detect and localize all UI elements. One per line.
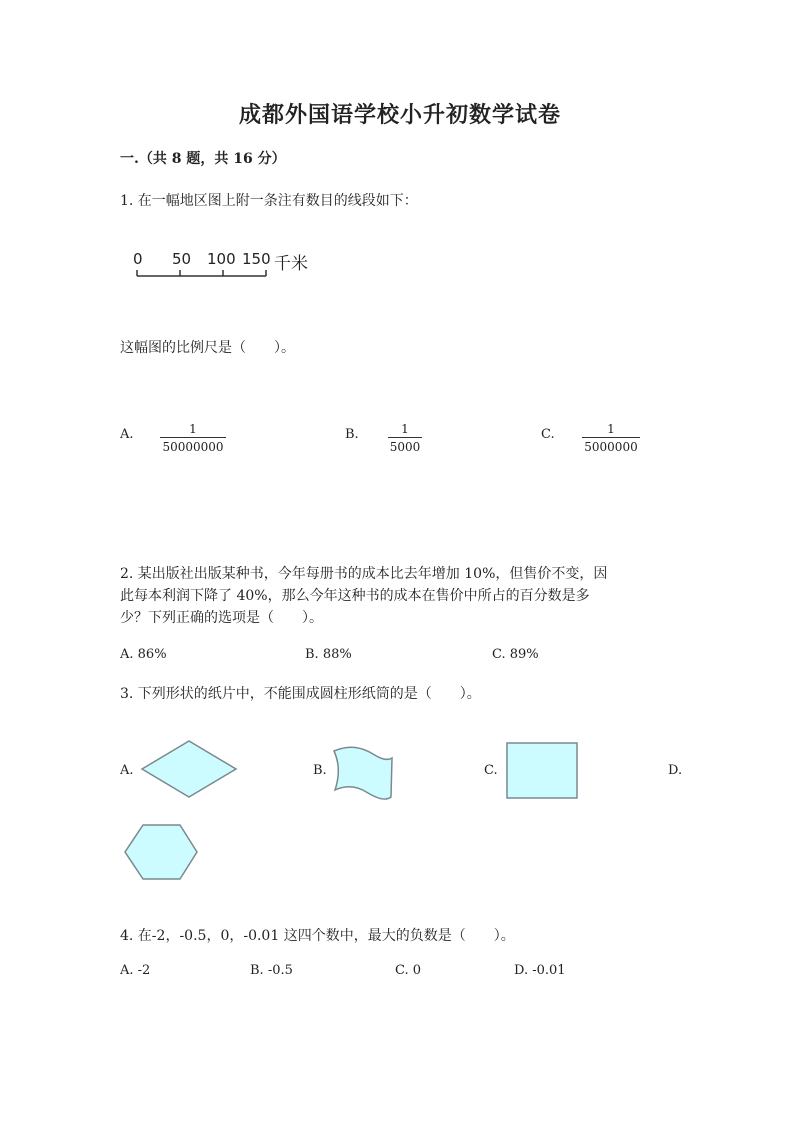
question-1-text: 1. 在一幅地区图上附一条注有数目的线段如下：: [120, 193, 418, 209]
fraction-denominator: 5000: [388, 437, 422, 455]
question-3-text: 3. 下列形状的纸片中，不能围成圆柱形纸筒的是（ ）。: [120, 686, 481, 702]
option-b-letter[interactable]: B.: [313, 763, 327, 778]
question-2-line: 少？下列正确的选项是（ ）。: [120, 610, 323, 626]
fraction-numerator: 1: [401, 422, 409, 436]
rhombus-shape: [142, 741, 236, 797]
option-a[interactable]: A. -2: [120, 963, 151, 978]
question-1-ask: 这幅图的比例尺是（ ）。: [120, 340, 295, 356]
fraction-numerator: 1: [189, 422, 197, 436]
option-b[interactable]: B. -0.5: [250, 963, 293, 978]
option-c[interactable]: C. 89%: [492, 647, 539, 662]
fraction-numerator: 1: [607, 422, 615, 436]
option-d-letter[interactable]: D.: [668, 763, 683, 778]
section-heading: 一.（共 8 题，共 16 分）: [120, 151, 286, 167]
wavy-parallelogram-shape: [334, 747, 392, 799]
question-4-text: 4. 在-2，-0.5，0，-0.01 这四个数中，最大的负数是（ ）。: [120, 928, 515, 944]
scale-tick-label: 100: [207, 250, 236, 268]
option-c-letter[interactable]: C.: [541, 427, 555, 442]
fraction-denominator: 5000000: [582, 437, 640, 455]
option-a-letter[interactable]: A.: [120, 427, 134, 442]
scale-tick-label: 0: [133, 250, 143, 268]
option-b-letter[interactable]: B.: [345, 427, 359, 442]
option-a[interactable]: A. 86%: [120, 647, 167, 662]
option-b[interactable]: B. 88%: [305, 647, 352, 662]
option-d[interactable]: D. -0.01: [514, 963, 566, 978]
scale-tick-label: 50: [172, 250, 192, 268]
question-2-line: 2. 某出版社出版某种书，今年每册书的成本比去年增加 10%，但售价不变，因: [120, 566, 608, 582]
question-2-line: 此每本利润下降了 40%，那么今年这种书的成本在售价中所占的百分数是多: [120, 588, 590, 604]
hexagon-shape: [125, 825, 197, 879]
fraction-denominator: 50000000: [160, 437, 226, 455]
scale-unit: 千米: [274, 254, 308, 274]
option-a-letter[interactable]: A.: [120, 763, 134, 778]
scale-tick-label: 150: [242, 250, 271, 268]
rectangle-shape: [507, 743, 577, 798]
option-c[interactable]: C. 0: [395, 963, 422, 978]
page-title: 成都外国语学校小升初数学试卷: [238, 102, 561, 128]
option-c-letter[interactable]: C.: [484, 763, 498, 778]
